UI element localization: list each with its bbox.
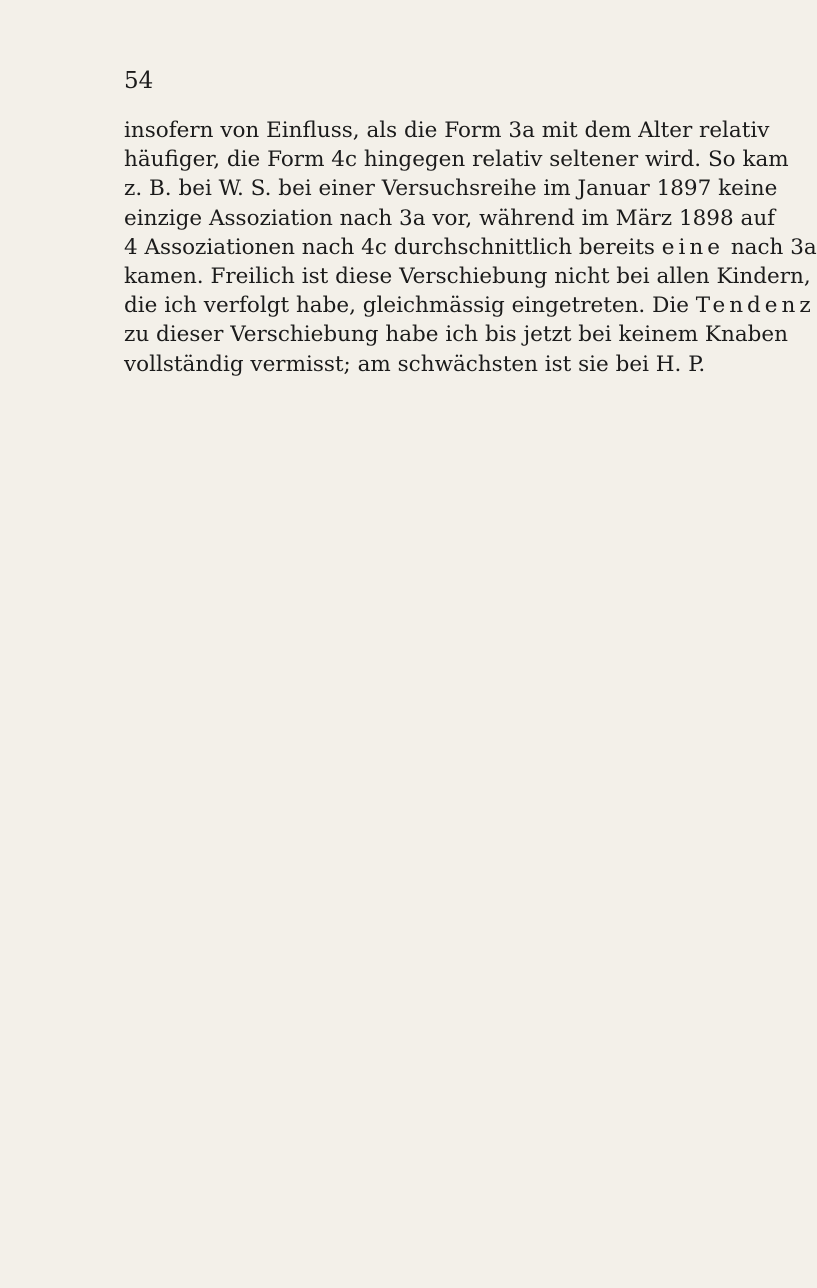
text-line: kamen. Freilich ist diese Verschiebung nicht bei allen Kindern, — [124, 264, 811, 290]
text-line — [124, 291, 815, 320]
page-number: 54 — [124, 68, 154, 94]
paragraph-1 — [124, 116, 817, 379]
text-segment: 4 Assoziationen nach 4c durchschnittlich bereits — [124, 234, 655, 260]
text-line: z. B. bei W. S. bei einer Versuchsreihe im Januar 1897 keine — [124, 176, 778, 202]
text-line: insofern von Einfluss, als die Form 3a mit dem Alter relativ — [124, 118, 770, 143]
text-line: häufiger, die Form 4c hingegen relativ seltener wird. So kam — [124, 147, 789, 173]
text-line: einzige Assoziation nach 3a vor, während im März 1898 auf — [124, 205, 776, 231]
spaced-word: eine — [661, 234, 724, 260]
text-segment: die ich verfolgt habe, gleichmässig eingetreten. Die — [124, 293, 689, 319]
text-line: vollständig vermisst; am schwächsten ist sie bei H. P. — [124, 351, 706, 377]
text-line: zu dieser Verschiebung habe ich bis jetzt bei keinem Knaben — [124, 322, 788, 348]
text-segment: nach 3a — [730, 234, 817, 260]
text-line — [124, 233, 817, 262]
spaced-word: Tendenz — [695, 293, 815, 319]
